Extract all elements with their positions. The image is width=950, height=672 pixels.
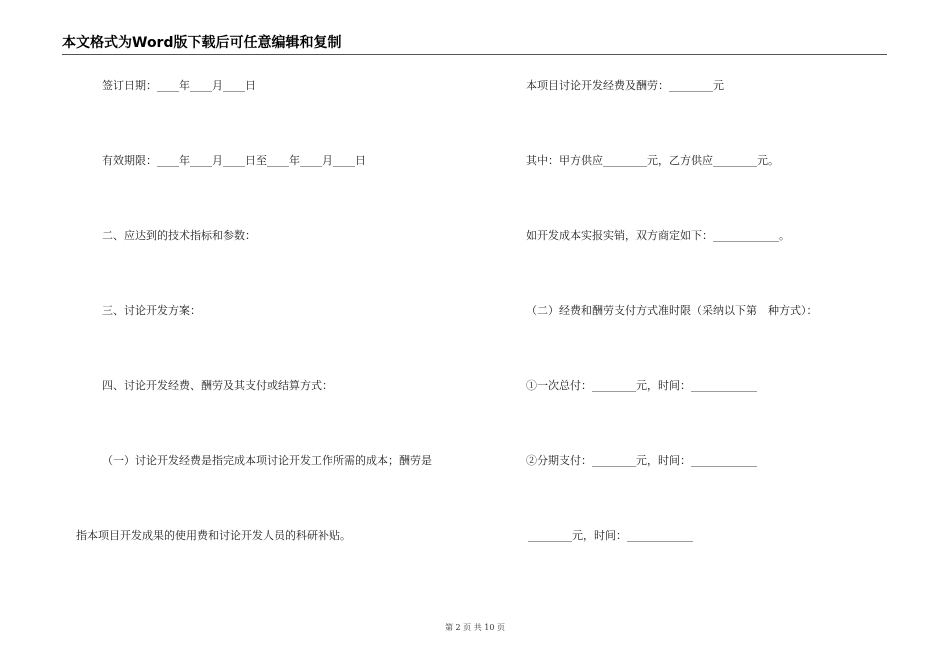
section-4-heading: 四、讨论开发经费、酬劳及其支付或结算方式：	[102, 379, 333, 392]
header-title: 本文格式为Word版下载后可任意编辑和复制	[62, 35, 342, 51]
lump-sum-payment-line: ①一次总付：________元，时间：____________	[526, 379, 757, 392]
actual-cost-line: 如开发成本实报实销，双方商定如下：____________。	[526, 229, 790, 242]
installment-payment-line: ②分期支付：________元，时间：____________	[526, 454, 757, 467]
sign-date-line: 签订日期：____年____月____日	[102, 79, 256, 92]
installment-detail-line: ________元，时间：____________	[528, 529, 693, 542]
clause-2-heading: （二）经费和酬劳支付方式准时限（采纳以下第 种方式）：	[526, 304, 818, 317]
clause-1-continuation: 指本项目开发成果的使用费和讨论开发人员的科研补贴。	[76, 529, 351, 542]
page-footer: 第 2 页 共 10 页	[445, 623, 505, 632]
clause-1-text: （一）讨论开发经费是指完成本项讨论开发工作所需的成本；酬劳是	[102, 454, 432, 467]
page-header	[62, 34, 887, 55]
validity-period-line: 有效期限：____年____月____日至____年____月____日	[102, 154, 366, 167]
section-3-heading: 三、讨论开发方案：	[102, 304, 201, 317]
total-fee-line: 本项目讨论开发经费及酬劳：________元	[526, 79, 724, 92]
section-2-heading: 二、应达到的技术指标和参数：	[102, 229, 256, 242]
fee-split-line: 其中：甲方供应________元，乙方供应________元。	[526, 154, 779, 167]
